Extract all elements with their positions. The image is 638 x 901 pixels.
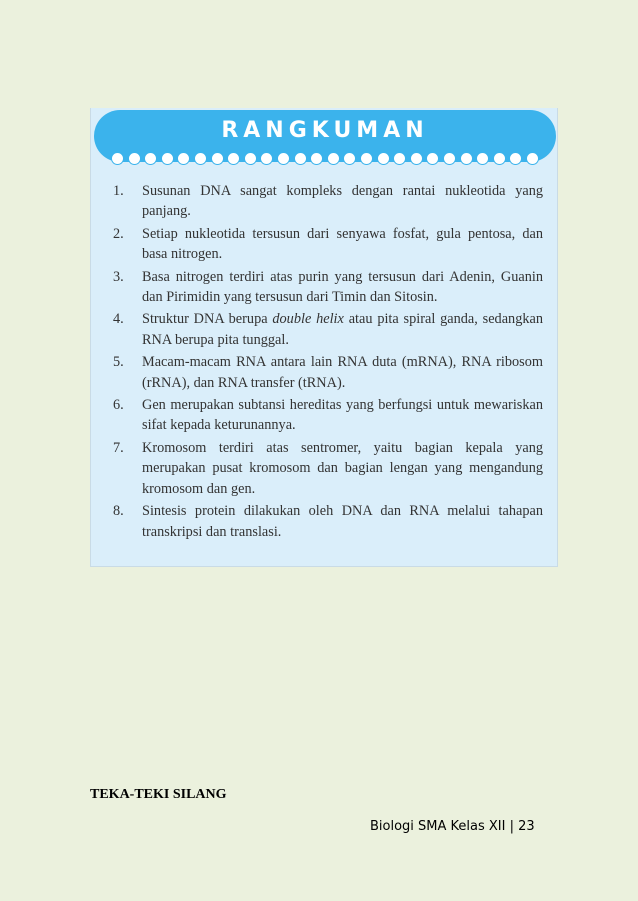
item-emphasis: double helix: [272, 311, 344, 328]
section-heading: TEKA-TEKI SILANG: [90, 787, 227, 802]
summary-title: RANGKUMAN: [221, 118, 429, 143]
decorative-dot: [343, 152, 356, 165]
decorative-dot: [211, 152, 224, 165]
item-text: Macam-macam RNA antara lain RNA duta (mRNA), RNA ribosom (rRNA), dan RNA transfer (tRNA).: [142, 354, 543, 391]
list-item: [113, 352, 543, 393]
list-item: [113, 501, 543, 542]
decorative-dot: [360, 152, 373, 165]
decorative-dot: [493, 152, 506, 165]
list-item: [113, 224, 543, 265]
page-footer-label: Biologi SMA Kelas XII | 23: [370, 819, 535, 834]
decorative-dot: [460, 152, 473, 165]
item-text: Sintesis protein dilakukan oleh DNA dan RNA melalui tahapan transkripsi dan translasi.: [142, 503, 543, 540]
decorative-dot: [294, 152, 307, 165]
decorative-dot: [526, 152, 539, 165]
decorative-dots: [111, 152, 541, 168]
item-number: 4.: [113, 311, 124, 328]
decorative-dot: [227, 152, 240, 165]
decorative-dot: [260, 152, 273, 165]
decorative-dot: [476, 152, 489, 165]
decorative-dot: [277, 152, 290, 165]
item-text-after: atau pita spiral ganda, sedangkan RNA berupa pita tunggal.: [142, 311, 543, 348]
summary-box: [90, 108, 558, 567]
decorative-dot: [393, 152, 406, 165]
summary-list: [113, 181, 543, 544]
decorative-dot: [410, 152, 423, 165]
decorative-dot: [194, 152, 207, 165]
item-number: 8.: [113, 503, 124, 520]
decorative-dot: [161, 152, 174, 165]
list-item: [113, 267, 543, 308]
item-text-before: Struktur DNA berupa: [142, 311, 273, 328]
item-text: Setiap nukleotida tersusun dari senyawa fosfat, gula pentosa, dan basa nitrogen.: [142, 225, 543, 263]
list-item: [113, 438, 543, 499]
item-text: Gen merupakan subtansi hereditas yang berfungsi untuk mewariskan sifat kepada keturunannya.: [142, 397, 543, 434]
item-number: 5.: [113, 354, 124, 371]
item-text: Basa nitrogen terdiri atas purin yang tersusun dari Adenin, Guanin dan Pirimidin yang tersusun dari Timin dan Sitosin.: [142, 268, 543, 306]
decorative-dot: [128, 152, 141, 165]
item-number: 6.: [113, 397, 124, 414]
list-item: [113, 181, 543, 222]
item-number: 3.: [113, 268, 124, 285]
decorative-dot: [111, 152, 124, 165]
decorative-dot: [144, 152, 157, 165]
decorative-dot: [177, 152, 190, 165]
item-number: 7.: [113, 439, 124, 456]
decorative-dot: [244, 152, 257, 165]
item-number: 2.: [113, 225, 124, 242]
item-text: Kromosom terdiri atas sentromer, yaitu bagian kepala yang merupakan pusat kromosom dan bagian lengan yang mengandung kromosom dan gen.: [142, 439, 543, 497]
decorative-dot: [310, 152, 323, 165]
decorative-dot: [377, 152, 390, 165]
decorative-dot: [509, 152, 522, 165]
list-item: [113, 395, 543, 436]
item-text: Susunan DNA sangat kompleks dengan rantai nukleotida yang panjang.: [142, 183, 543, 220]
list-item: [113, 309, 543, 350]
decorative-dot: [327, 152, 340, 165]
decorative-dot: [443, 152, 456, 165]
decorative-dot: [426, 152, 439, 165]
item-number: 1.: [113, 183, 124, 199]
